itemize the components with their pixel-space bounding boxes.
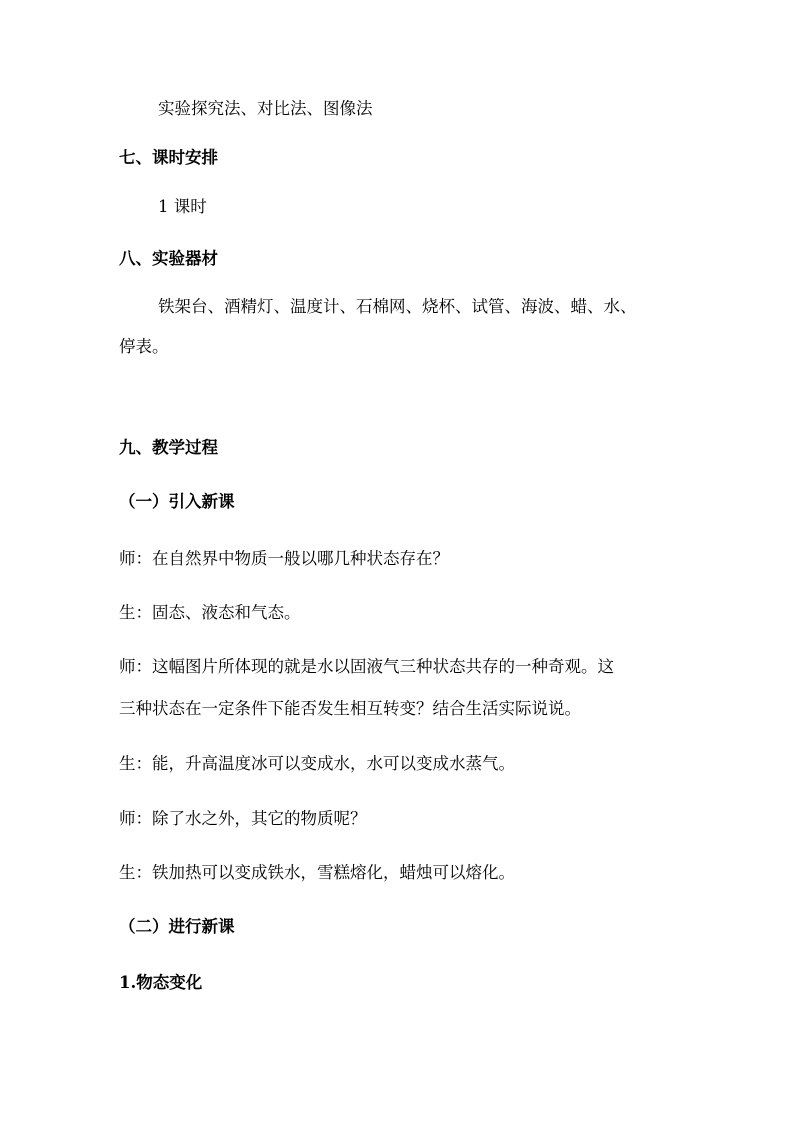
dialogue-line: 师：这幅图片所体现的就是水以固液气三种状态共存的一种奇观。这	[119, 657, 614, 676]
dialogue-line: 师：在自然界中物质一般以哪几种状态存在？	[119, 549, 449, 568]
subsection-heading-1: （一）引入新课	[119, 492, 235, 511]
section-heading-7: 七、课时安排	[119, 148, 218, 167]
dialogue-line: 生：铁加热可以变成铁水，雪糕熔化，蜡烛可以熔化。	[119, 863, 515, 882]
subsection-heading-2: （二）进行新课	[119, 917, 235, 936]
methods-text: 实验探究法、对比法、图像法	[158, 99, 373, 118]
item-heading-1: 1.物态变化	[119, 973, 203, 992]
section-heading-9: 九、教学过程	[119, 438, 218, 457]
dialogue-line: 生：能，升高温度冰可以变成水，水可以变成水蒸气。	[119, 754, 515, 773]
dialogue-line: 师：除了水之外，其它的物质呢？	[119, 809, 367, 828]
equipment-text-line1: 铁架台、酒精灯、温度计、石棉网、烧杯、试管、海波、蜡、水、	[158, 297, 637, 316]
section-heading-8: 八、实验器材	[119, 249, 218, 268]
equipment-text-line2: 停表。	[119, 337, 169, 356]
dialogue-line: 三种状态在一定条件下能否发生相互转变？结合生活实际说说。	[119, 699, 581, 718]
dialogue-line: 生：固态、液态和气态。	[119, 603, 301, 622]
hours-text: 1 课时	[158, 197, 207, 216]
